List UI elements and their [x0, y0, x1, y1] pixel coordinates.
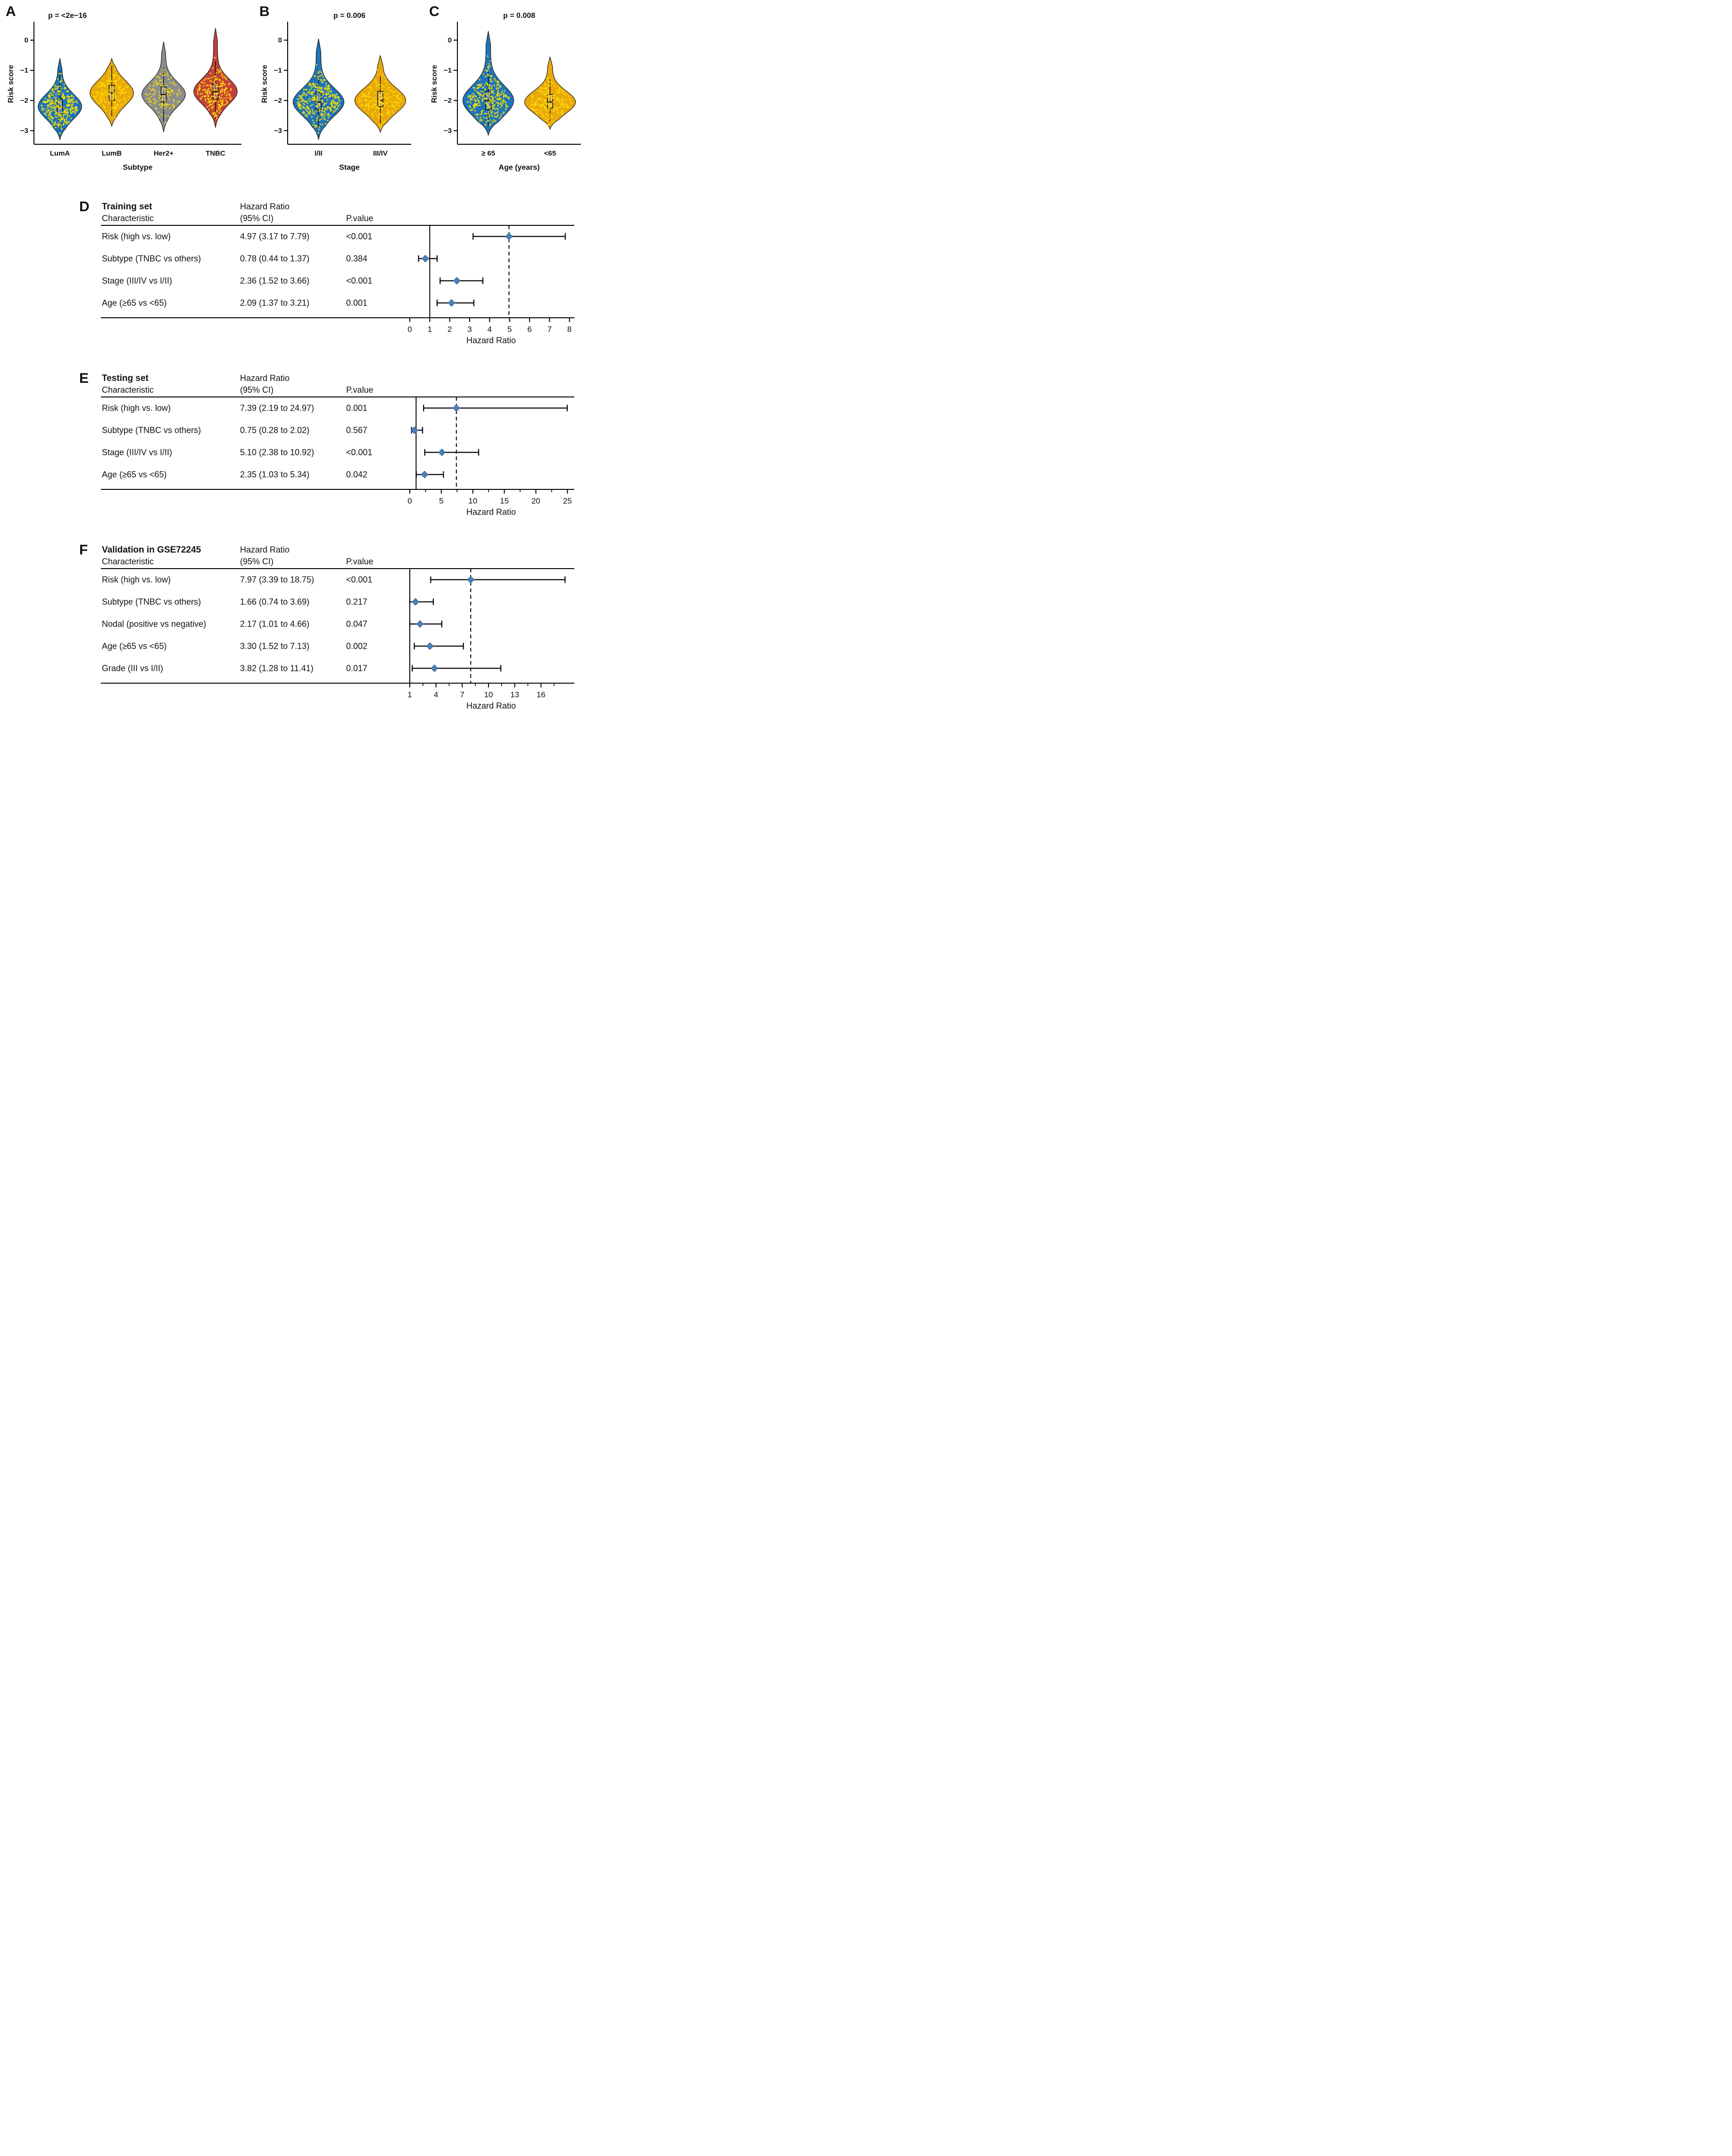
violin-chart-stage [259, 4, 415, 175]
hr-diamond-marker [421, 471, 428, 478]
y-tick-label: −1 [443, 66, 452, 75]
y-tick-label: −3 [443, 127, 452, 135]
row-pvalue: 0.002 [346, 641, 368, 651]
y-tick-label: −3 [20, 127, 28, 135]
header-characteristic: Characteristic [102, 214, 154, 223]
y-tick-label: 0 [448, 36, 452, 45]
x-tick-label: 20 [531, 496, 540, 505]
forest-title: Testing set [102, 373, 149, 383]
panel-a-violin-subtype [6, 4, 245, 175]
hr-diamond-marker [506, 233, 513, 240]
x-tick-label: 5 [507, 325, 512, 334]
x-tick-label: 1 [427, 325, 432, 334]
panel-letter-d: D [79, 199, 90, 215]
hr-diamond-marker [467, 576, 474, 583]
forest-chart-training-set [101, 199, 577, 347]
x-tick-label: 4 [433, 690, 439, 699]
box-III/IV [378, 91, 383, 107]
forest-chart-testing-set [101, 371, 577, 519]
header-pvalue: P.value [346, 557, 373, 566]
x-axis-label: Hazard Ratio [466, 701, 516, 710]
panel-letter-b: B [259, 4, 270, 19]
category-label: Her2+ [153, 149, 174, 157]
category-label: I/II [315, 149, 323, 157]
row-pvalue: <0.001 [346, 276, 373, 286]
panel-letter-c: C [429, 4, 439, 19]
row-label: Risk (high vs. low) [102, 231, 171, 241]
category-label: <65 [544, 149, 556, 157]
row-label: Risk (high vs. low) [102, 575, 171, 585]
row-ci-text: 1.66 (0.74 to 3.69) [240, 597, 310, 607]
row-ci-text: 0.78 (0.44 to 1.37) [240, 254, 310, 264]
row-ci-text: 3.82 (1.28 to 11.41) [240, 663, 314, 673]
figure-container [0, 0, 587, 729]
header-pvalue: P.value [346, 385, 373, 395]
hr-diamond-marker [453, 405, 460, 412]
row-pvalue: 0.042 [346, 470, 368, 479]
header-95ci: (95% CI) [240, 557, 274, 566]
row-label: Stage (III/IV vs I/II) [102, 276, 173, 286]
row-label: Subtype (TNBC vs others) [102, 425, 201, 435]
panel-f-forest-validation [79, 542, 587, 713]
hr-diamond-marker [431, 665, 438, 672]
x-tick-label: 5 [439, 496, 444, 505]
row-ci-text: 2.36 (1.52 to 3.66) [240, 276, 310, 286]
x-tick-label: 0 [407, 496, 412, 505]
row-ci-text: 3.30 (1.52 to 7.13) [240, 641, 310, 651]
violin-chart-age [429, 4, 585, 175]
row-label: Age (≥65 vs <65) [102, 298, 167, 308]
header-characteristic: Characteristic [102, 557, 154, 566]
panel-letter-f: F [79, 542, 88, 558]
y-tick-label: −2 [20, 97, 28, 105]
x-tick-label: 4 [487, 325, 492, 334]
category-label: III/IV [373, 149, 388, 157]
row-pvalue: <0.001 [346, 231, 373, 241]
p-value-label: p = 0.008 [503, 12, 536, 20]
violin-row [6, 4, 587, 175]
x-tick-label: 8 [567, 325, 572, 334]
hr-diamond-marker [426, 643, 433, 650]
x-tick-label: 25 [563, 496, 572, 505]
hr-diamond-marker [448, 299, 455, 306]
y-tick-label: −1 [273, 66, 282, 75]
panel-letter-a: A [6, 4, 16, 19]
x-axis-label: Age (years) [498, 164, 540, 172]
header-characteristic: Characteristic [102, 385, 154, 395]
row-label: Age (≥65 vs <65) [102, 470, 167, 479]
y-axis-label: Risk score [431, 65, 439, 103]
x-tick-label: 15 [500, 496, 509, 505]
x-tick-label: 1 [407, 690, 412, 699]
hr-diamond-marker [416, 620, 423, 628]
hr-diamond-marker [453, 277, 460, 284]
y-axis-label: Risk score [7, 65, 15, 103]
row-label: Grade (III vs I/II) [102, 663, 164, 673]
panel-letter-e: E [79, 371, 89, 386]
row-label: Risk (high vs. low) [102, 403, 171, 413]
row-ci-text: 7.39 (2.19 to 24.97) [240, 403, 315, 413]
row-pvalue: 0.217 [346, 597, 368, 607]
panel-e-forest-testing [79, 371, 587, 519]
hr-diamond-marker [422, 255, 429, 262]
row-ci-text: 2.17 (1.01 to 4.66) [240, 619, 310, 629]
row-pvalue: 0.047 [346, 619, 368, 629]
x-tick-label: 6 [527, 325, 532, 334]
p-value-label: p = 0.006 [333, 12, 366, 20]
panel-c-violin-age [429, 4, 585, 175]
panel-b-violin-stage [259, 4, 415, 175]
header-95ci: (95% CI) [240, 385, 274, 395]
forest-title: Validation in GSE72245 [102, 545, 201, 555]
x-axis-label: Stage [339, 164, 360, 172]
x-axis-label: Subtype [123, 164, 153, 172]
row-pvalue: 0.017 [346, 663, 368, 673]
violin-chart-subtype [6, 4, 245, 175]
y-tick-label: 0 [24, 36, 28, 45]
hr-diamond-marker [412, 598, 419, 605]
row-pvalue: <0.001 [346, 575, 373, 585]
row-ci-text: 0.75 (0.28 to 2.02) [240, 425, 310, 435]
row-pvalue: 0.384 [346, 254, 368, 264]
x-tick-label: 7 [547, 325, 552, 334]
y-tick-label: −2 [443, 97, 452, 105]
y-axis-label: Risk score [261, 65, 269, 103]
x-tick-label: 0 [407, 325, 412, 334]
y-tick-label: −1 [20, 66, 28, 75]
row-ci-text: 5.10 (2.38 to 10.92) [240, 447, 315, 457]
row-pvalue: <0.001 [346, 447, 373, 457]
x-tick-label: 7 [460, 690, 465, 699]
x-tick-label: 2 [447, 325, 452, 334]
row-label: Subtype (TNBC vs others) [102, 597, 201, 607]
row-ci-text: 2.35 (1.03 to 5.34) [240, 470, 310, 479]
x-tick-label: 3 [467, 325, 472, 334]
row-pvalue: 0.567 [346, 425, 368, 435]
header-pvalue: P.value [346, 214, 373, 223]
row-label: Age (≥65 vs <65) [102, 641, 167, 651]
row-label: Stage (III/IV vs I/II) [102, 447, 173, 457]
forest-chart-validation-gse72245 [101, 542, 577, 713]
category-label: TNBC [206, 149, 225, 157]
row-label: Subtype (TNBC vs others) [102, 254, 201, 264]
header-hazard-ratio: Hazard Ratio [240, 545, 290, 554]
x-tick-label: 16 [536, 690, 546, 699]
y-tick-label: −2 [273, 97, 282, 105]
category-label: LumA [50, 149, 70, 157]
x-axis-label: Hazard Ratio [466, 336, 516, 345]
row-pvalue: 0.001 [346, 298, 368, 308]
x-tick-label: 13 [510, 690, 520, 699]
category-label: LumB [101, 149, 122, 157]
header-hazard-ratio: Hazard Ratio [240, 373, 290, 383]
forest-title: Training set [102, 202, 152, 212]
x-tick-label: 10 [468, 496, 478, 505]
row-label: Nodal (positive vs negative) [102, 619, 207, 629]
p-value-label: p = <2e−16 [48, 12, 87, 20]
row-ci-text: 2.09 (1.37 to 3.21) [240, 298, 310, 308]
x-axis-label: Hazard Ratio [466, 507, 516, 517]
row-ci-text: 7.97 (3.39 to 18.75) [240, 575, 315, 585]
panel-d-forest-training [79, 199, 587, 347]
y-tick-label: −3 [273, 127, 282, 135]
hr-diamond-marker [439, 449, 446, 456]
x-tick-label: 10 [484, 690, 493, 699]
row-ci-text: 4.97 (3.17 to 7.79) [240, 231, 310, 241]
y-tick-label: 0 [278, 36, 282, 45]
header-95ci: (95% CI) [240, 214, 274, 223]
category-label: ≥ 65 [481, 149, 496, 157]
header-hazard-ratio: Hazard Ratio [240, 202, 290, 211]
row-pvalue: 0.001 [346, 403, 368, 413]
